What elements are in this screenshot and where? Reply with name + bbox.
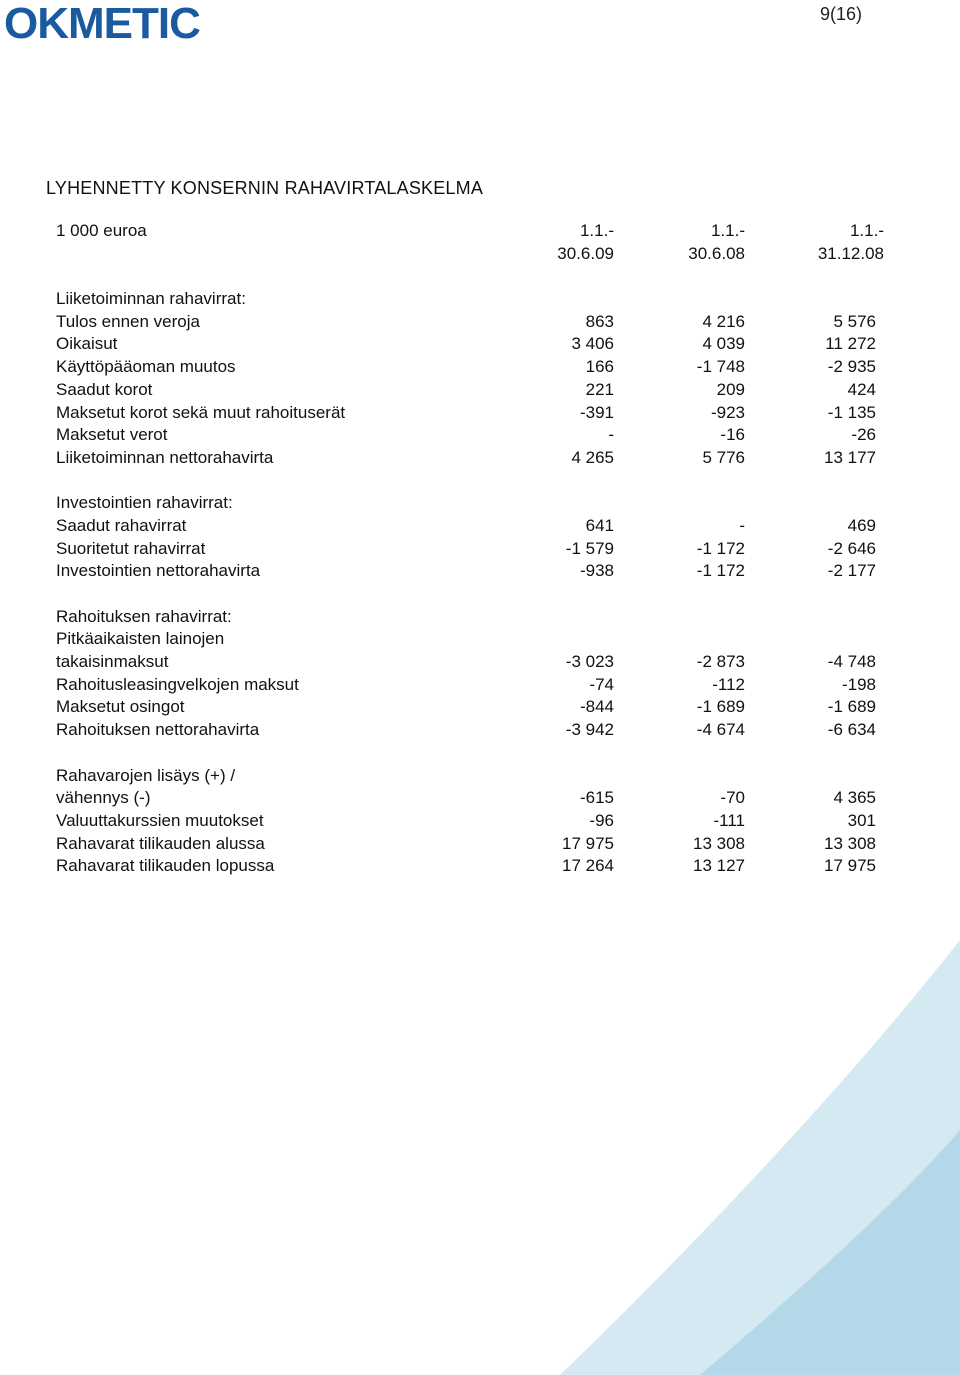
- row-value-col3: -1 689: [827, 697, 876, 717]
- row-value-col1: 221: [585, 379, 614, 399]
- row-value-col1: -391: [579, 402, 614, 422]
- row-label: Rahavarojen lisäys (+) /: [56, 765, 236, 785]
- row-value-col1: 17 264: [562, 856, 614, 876]
- row-value-col3: 301: [847, 810, 876, 830]
- row-label: Käyttöpääoman muutos: [56, 357, 236, 377]
- row-value-col2: -: [739, 515, 745, 535]
- row-label: Liiketoiminnan nettorahavirta: [56, 447, 274, 467]
- row-value-col2: -2 873: [696, 652, 745, 672]
- row-label: Rahoituksen nettorahavirta: [56, 720, 260, 740]
- row-value-col1: -1 579: [565, 538, 614, 558]
- section-heading: Liiketoiminnan rahavirrat:: [56, 289, 246, 309]
- unit-label: 1 000 euroa: [56, 221, 147, 240]
- row-value-col1: -74: [589, 674, 614, 694]
- row-value-col3: 13 177: [824, 447, 876, 467]
- row-value-col2: -16: [720, 425, 745, 445]
- row-label: Suoritetut rahavirrat: [56, 538, 206, 558]
- section-heading: Investointien rahavirrat:: [56, 493, 233, 513]
- row-value-col3: -4 748: [827, 652, 876, 672]
- row-value-col3: 424: [847, 379, 876, 399]
- row-value-col3: 11 272: [825, 334, 876, 354]
- row-label: Saadut korot: [56, 379, 153, 399]
- row-label: Investointien nettorahavirta: [56, 561, 261, 581]
- row-value-col2: 4 039: [702, 334, 745, 354]
- row-value-col1: 3 406: [571, 334, 614, 354]
- row-label: vähennys (-): [56, 788, 151, 808]
- row-label: takaisinmaksut: [56, 652, 169, 672]
- row-value-col1: -938: [579, 561, 614, 581]
- row-label: Oikaisut: [56, 334, 118, 354]
- row-value-col3: 4 365: [833, 788, 876, 808]
- row-label: Maksetut korot sekä muut rahoituserät: [56, 402, 346, 422]
- col1-header-line2: 30.6.09: [557, 243, 614, 263]
- row-value-col3: -2 935: [827, 357, 876, 377]
- section-heading: Rahoituksen rahavirrat:: [56, 606, 232, 626]
- row-value-col1: 4 265: [571, 447, 614, 467]
- row-value-col1: -615: [579, 788, 614, 808]
- row-value-col2: -1 172: [696, 561, 745, 581]
- row-value-col3: -2 646: [827, 538, 876, 558]
- row-value-col2: -923: [710, 402, 745, 422]
- row-value-col2: -1 689: [696, 697, 745, 717]
- row-value-col3: -26: [851, 425, 876, 445]
- row-value-col3: 17 975: [824, 856, 876, 876]
- document-title: LYHENNETTY KONSERNIN RAHAVIRTALASKELMA: [46, 178, 484, 198]
- row-label: Rahavarat tilikauden alussa: [56, 833, 265, 853]
- row-value-col1: 166: [585, 357, 614, 377]
- row-value-col2: 5 776: [702, 447, 745, 467]
- row-label: Maksetut osingot: [56, 697, 185, 717]
- row-value-col2: -4 674: [696, 720, 745, 740]
- row-value-col1: 863: [585, 311, 614, 331]
- row-value-col3: -1 135: [827, 402, 876, 422]
- row-value-col3: -6 634: [827, 720, 876, 740]
- col1-header-line1: 1.1.-: [579, 221, 614, 240]
- col3-header-line1: 1.1.-: [849, 221, 884, 240]
- row-value-col2: 13 308: [693, 833, 745, 853]
- row-label: Tulos ennen veroja: [56, 311, 200, 331]
- row-value-col3: 13 308: [824, 833, 876, 853]
- page-number: 9(16): [819, 4, 862, 24]
- row-value-col3: 469: [847, 515, 876, 535]
- row-value-col2: 4 216: [702, 311, 745, 331]
- row-value-col3: -198: [841, 674, 876, 694]
- row-value-col2: 13 127: [693, 856, 745, 876]
- row-value-col1: -96: [589, 810, 614, 830]
- row-value-col2: 209: [716, 379, 745, 399]
- row-label: Valuuttakurssien muutokset: [56, 810, 264, 830]
- row-label: Saadut rahavirrat: [56, 515, 187, 535]
- col2-header-line1: 1.1.-: [710, 221, 745, 240]
- row-value-col2: -112: [712, 674, 745, 694]
- row-value-col2: -1 172: [696, 538, 745, 558]
- row-value-col1: 17 975: [562, 833, 614, 853]
- row-label: Rahoitusleasingvelkojen maksut: [56, 674, 299, 694]
- row-value-col2: -70: [720, 788, 745, 808]
- row-value-col2: -1 748: [696, 357, 745, 377]
- row-value-col2: -111: [713, 810, 745, 830]
- row-label: Rahavarat tilikauden lopussa: [56, 856, 275, 876]
- row-value-col1: -3 023: [565, 652, 614, 672]
- col2-header-line2: 30.6.08: [688, 243, 745, 263]
- row-value-col1: -: [608, 425, 614, 445]
- col3-header-line2: 31.12.08: [817, 243, 884, 263]
- row-label: Pitkäaikaisten lainojen: [56, 629, 225, 649]
- row-value-col3: 5 576: [833, 311, 876, 331]
- row-value-col1: 641: [585, 515, 614, 535]
- row-value-col1: -3 942: [565, 720, 614, 740]
- row-value-col3: -2 177: [827, 561, 876, 581]
- row-value-col1: -844: [579, 697, 614, 717]
- row-label: Maksetut verot: [56, 425, 168, 445]
- okmetic-logo: OKMETIC: [4, 0, 200, 48]
